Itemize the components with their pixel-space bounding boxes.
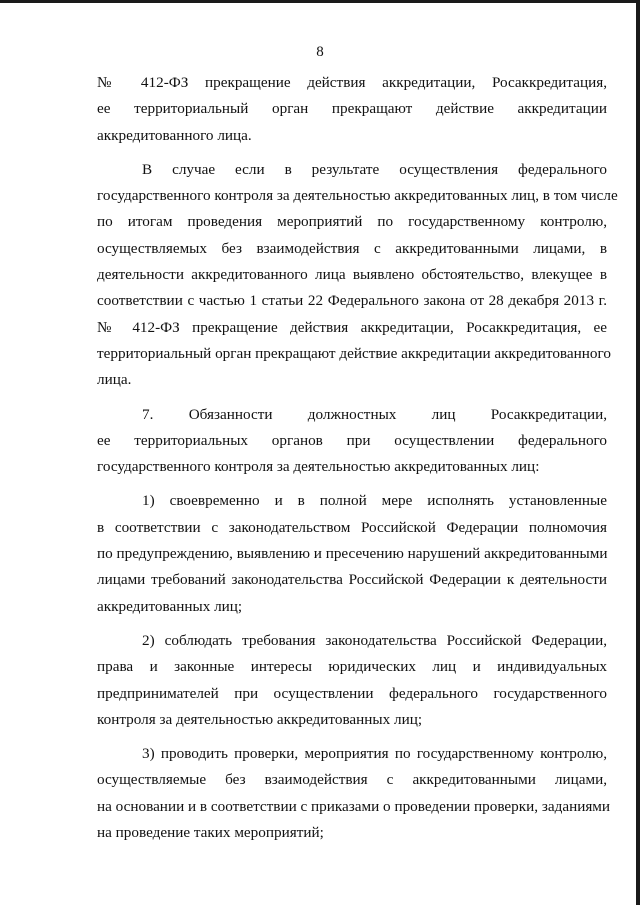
text-line: 3) проводить проверки, мероприятия по государственному контролю,: [142, 745, 607, 763]
text-line: соответствии с частью 1 статьи 22 Федерального закона от 28 декабря 2013 г.: [97, 292, 607, 310]
text-line: по предупреждению, выявлению и пресечению нарушений аккредитованными: [97, 545, 608, 563]
text-line: 7. Обязанности должностных лиц Росаккредитации,: [142, 405, 607, 423]
text-line: по итогам проведения мероприятий по государственному контролю,: [97, 213, 607, 231]
text-line: ее территориальный орган прекращают действие аккредитации: [97, 100, 607, 118]
text-line: в соответствии с законодательством Российской Федерации полномочия: [97, 518, 607, 536]
text-line: государственного контроля за деятельностью аккредитованных лиц, в том числе: [97, 187, 618, 205]
scan-edge-top: [0, 0, 640, 3]
text-line: на проведение таких мероприятий;: [97, 824, 324, 842]
text-line: на основании и в соответствии с приказами о проведении проверки, заданиями: [97, 797, 611, 815]
text-line: осуществляемые без взаимодействия с аккредитованными лицами,: [97, 771, 607, 789]
list-item-3: [97, 741, 611, 846]
paragraph-case: [97, 157, 618, 394]
scan-edge-right: [636, 0, 640, 905]
text-line: территориальный орган прекращают действие аккредитации аккредитованного: [97, 344, 611, 362]
text-line: 2) соблюдать требования законодательства Российской Федерации,: [142, 631, 607, 649]
text-line: лица.: [97, 371, 132, 389]
list-item-1: [97, 488, 607, 619]
text-line: № 412-ФЗ прекращение действия аккредитации, Росаккредитация,: [97, 74, 607, 91]
paragraph-continuation: [97, 70, 607, 149]
text-line: аккредитованного лица.: [97, 126, 252, 144]
text-line: осуществляемых без взаимодействия с аккредитованными лицами, в: [97, 239, 607, 257]
page-number: 8: [316, 44, 324, 60]
paragraph-section-7: [97, 402, 607, 481]
text-line: ее территориальных органов при осуществлении федерального: [97, 431, 607, 449]
text-line: права и законные интересы юридических лиц и индивидуальных: [97, 658, 607, 676]
text-line: деятельности аккредитованного лица выявлено обстоятельство, влекущее в: [97, 266, 607, 284]
text-line: аккредитованных лиц;: [97, 597, 243, 615]
text-line: предпринимателей при осуществлении федерального государственного: [97, 684, 607, 702]
list-item-2: [97, 628, 607, 733]
document-body: [97, 70, 618, 854]
text-line: лицами требований законодательства Российской Федерации к деятельности: [97, 571, 607, 589]
text-line: государственного контроля за деятельностью аккредитованных лиц:: [97, 458, 540, 476]
text-line: 1) своевременно и в полной мере исполнять установленные: [142, 492, 607, 510]
text-line: № 412-ФЗ прекращение действия аккредитации, Росаккредитация, ее: [97, 318, 607, 336]
text-line: В случае если в результате осуществления федерального: [142, 160, 607, 178]
text-line: контроля за деятельностью аккредитованных лиц;: [97, 710, 423, 728]
